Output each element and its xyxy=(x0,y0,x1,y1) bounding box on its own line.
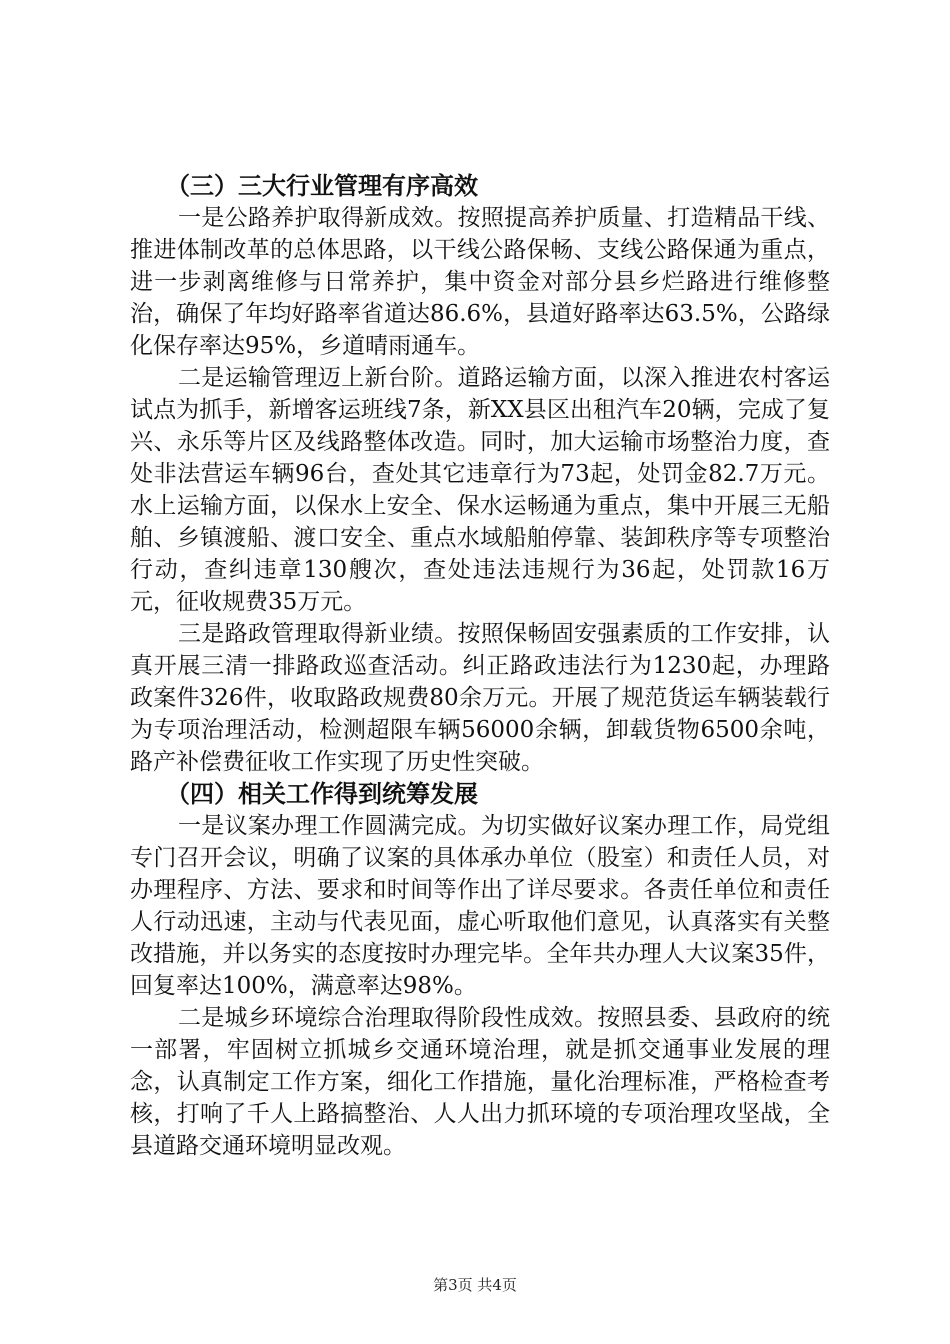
page-footer: 第3页 共4页 xyxy=(433,1276,517,1294)
paragraph: 一是公路养护取得新成效。按照提高养护质量、打造精品干线、推进体制改革的总体思路，以干线公路保畅、支线公路保通为重点，进一步剥离维修与日常养护，集中资金对部分县乡烂路进行维修整治，确保了年均好路率省道达86.6%，县道好路率达63.5%，公路绿化保存率达95%，乡道晴雨通车。 xyxy=(130,205,830,359)
section-heading: （三）三大行业管理有序高效 xyxy=(166,172,478,200)
paragraph: 二是城乡环境综合治理取得阶段性成效。按照县委、县政府的统一部署，牢固树立抓城乡交通环境治理，就是抓交通事业发展的理念，认真制定工作方案，细化工作措施，量化治理标准，严格检查考核，打响了千人上路搞整治、人人出力抓环境的专项治理攻坚战，全县道路交通环境明显改观。 xyxy=(130,1005,830,1159)
paragraph: 二是运输管理迈上新台阶。道路运输方面，以深入推进农村客运试点为抓手，新增客运班线7条，新XX县区出租汽车20辆，完成了复兴、永乐等片区及线路整体改造。同时，加大运输市场整治力度，查处非法营运车辆96台，查处其它违章行为73起，处罚金82.7万元。水上运输方面，以保水上安全、保水运畅通为重点，集中开展三无船舶、乡镇渡船、渡口安全、重点水域船舶停靠、装卸秩序等专项整治行动，查纠违章130艘次，查处违法违规行为36起，处罚款16万元，征收规费35万元。 xyxy=(130,365,830,615)
paragraph: 三是路政管理取得新业绩。按照保畅固安强素质的工作安排，认真开展三清一排路政巡查活动。纠正路政违法行为1230起，办理路政案件326件，收取路政规费80余万元。开展了规范货运车辆装载行为专项治理活动，检测超限车辆56000余辆，卸载货物6500余吨，路产补偿费征收工作实现了历史性突破。 xyxy=(130,621,830,775)
paragraph: 一是议案办理工作圆满完成。为切实做好议案办理工作，局党组专门召开会议，明确了议案的具体承办单位（股室）和责任人员，对办理程序、方法、要求和时间等作出了详尽要求。各责任单位和责任人行动迅速，主动与代表见面，虚心听取他们意见，认真落实有关整改措施，并以务实的态度按时办理完毕。全年共办理人大议案35件，回复率达100%，满意率达98%。 xyxy=(130,813,830,999)
document-page xyxy=(130,170,830,1162)
section-heading: （四）相关工作得到统筹发展 xyxy=(166,780,478,808)
